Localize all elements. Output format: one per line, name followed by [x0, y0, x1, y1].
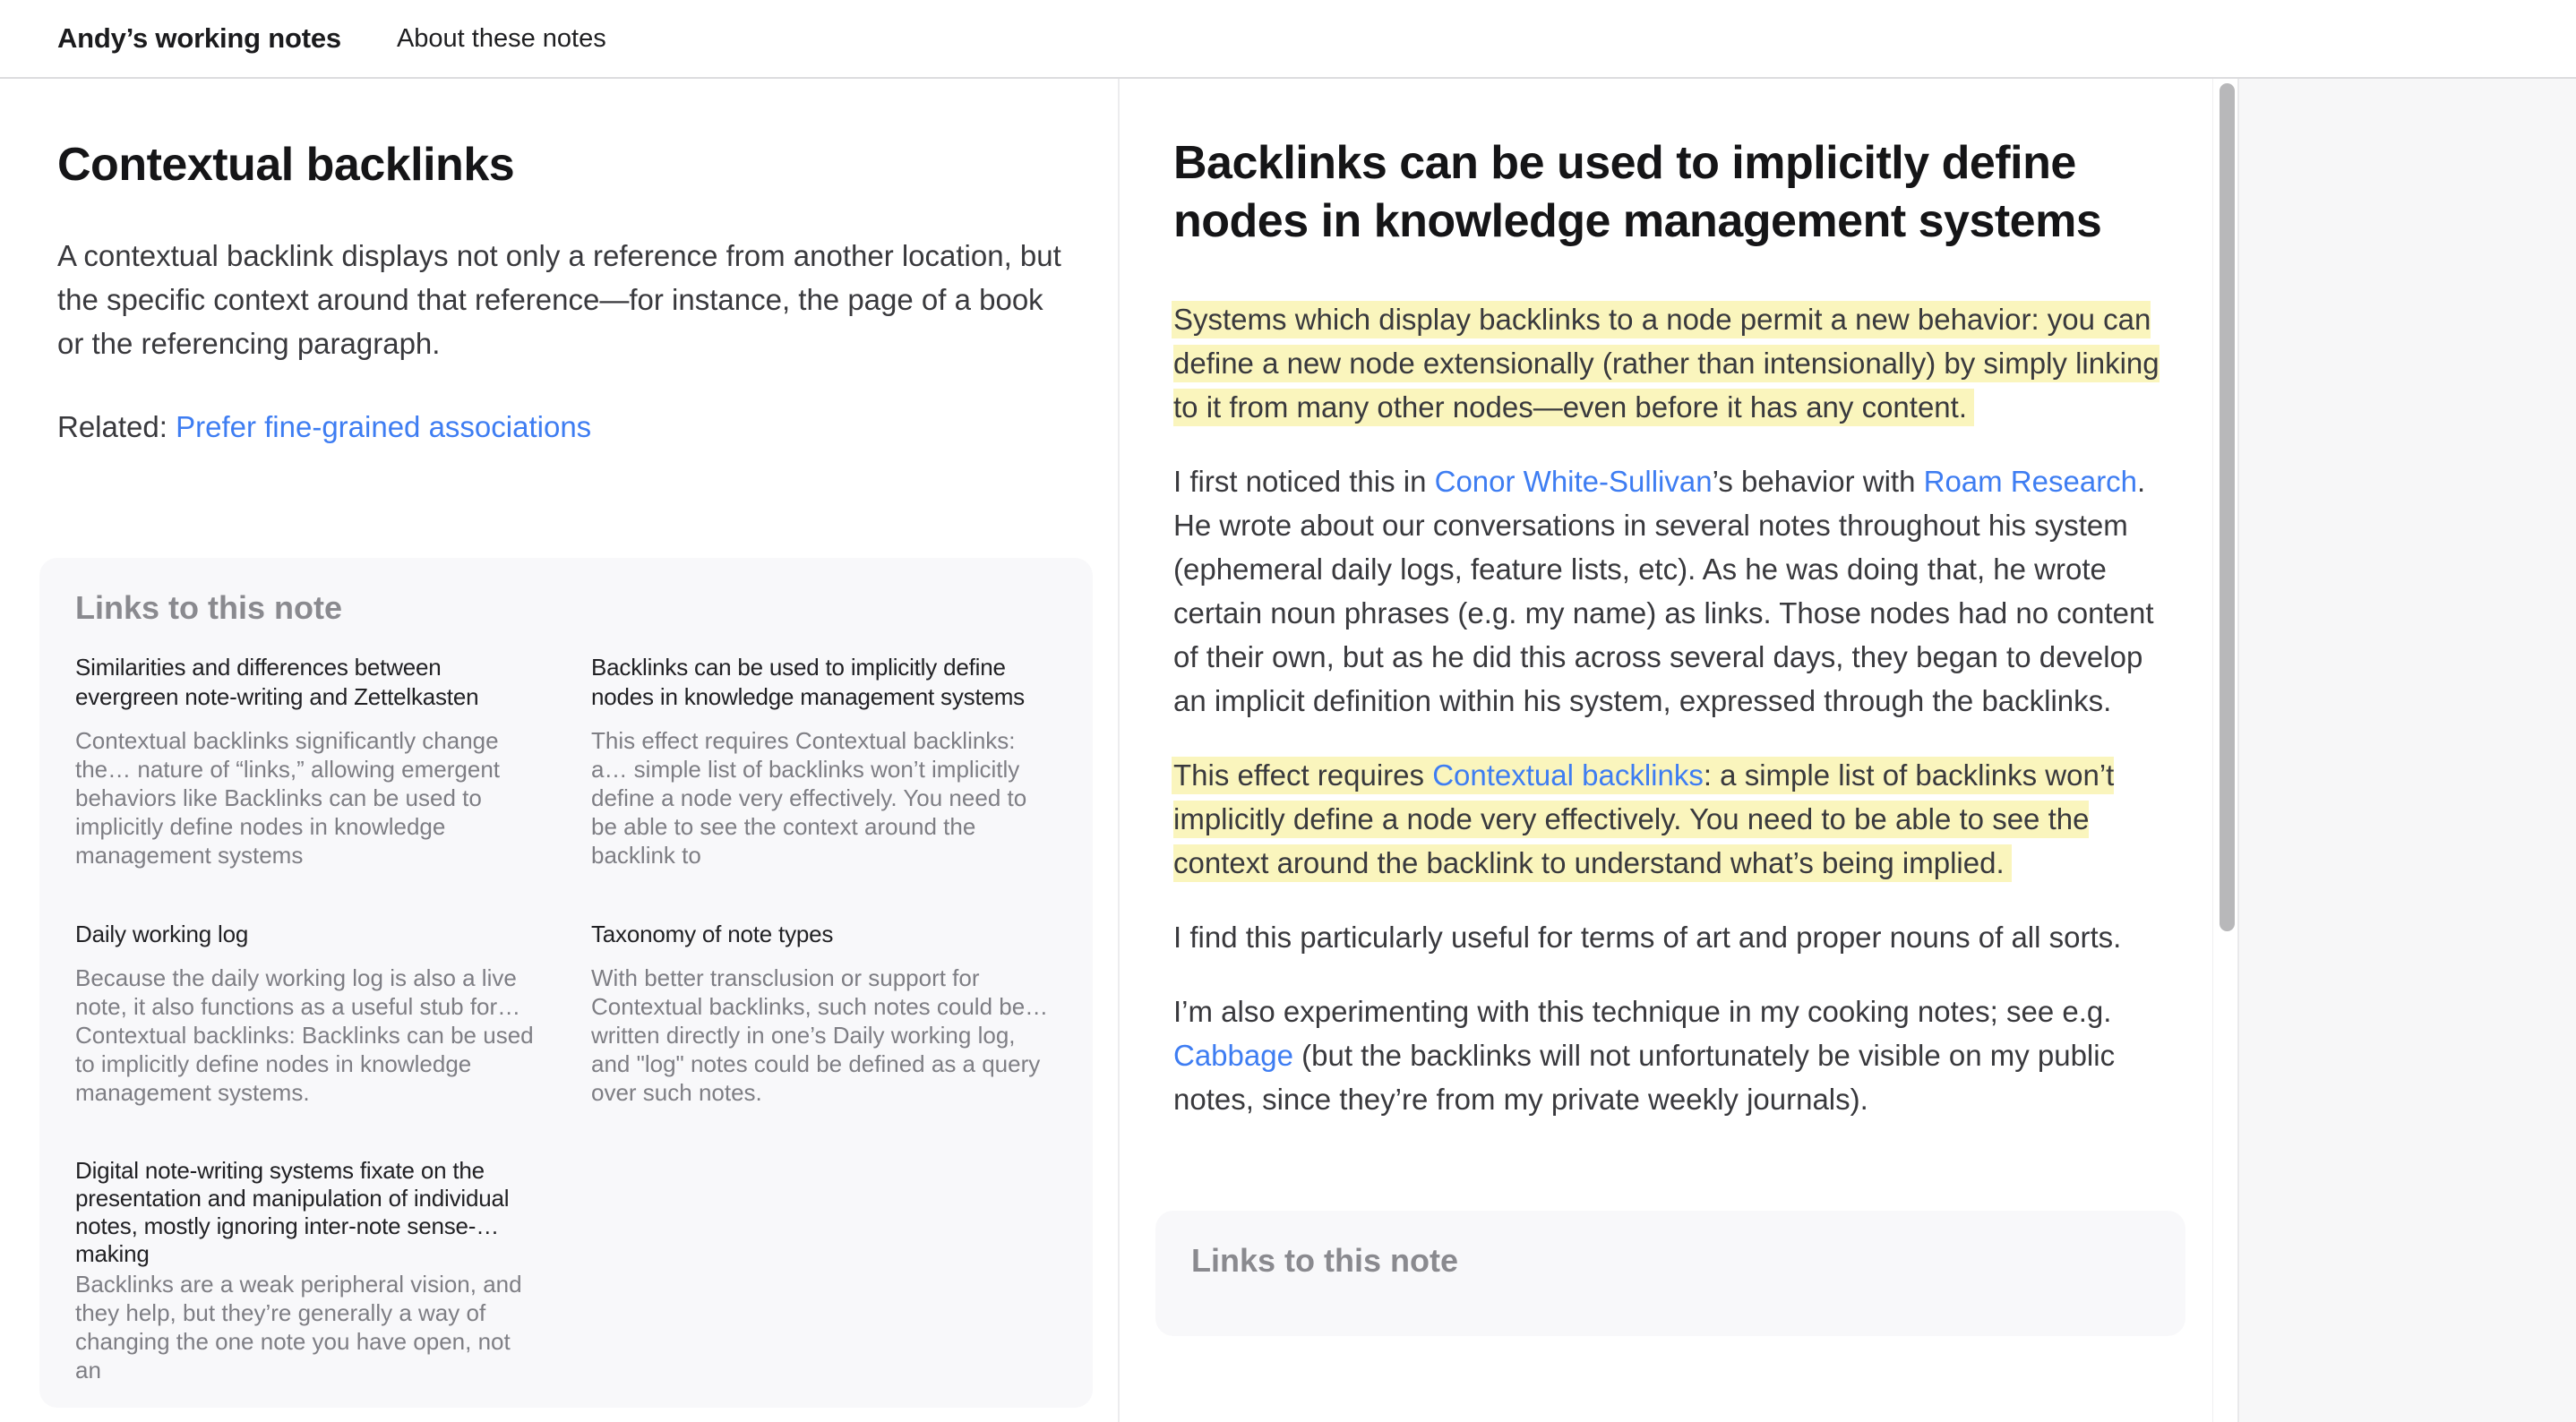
note-paragraph: [1173, 459, 2168, 723]
link-contextual-backlinks[interactable]: Contextual backlinks: [1432, 758, 1704, 792]
link-prefer-fine-grained-associations[interactable]: Prefer fine-grained associations: [176, 410, 592, 443]
scrollbar-track[interactable]: [2212, 79, 2239, 1422]
top-nav: [0, 0, 2576, 79]
panes-container: [0, 79, 2576, 1422]
backlink-item[interactable]: [591, 920, 1057, 1107]
text-segment: I find this particularly useful for terms of art and proper nouns of all sorts.: [1173, 921, 2122, 954]
links-to-this-note-panel: [39, 558, 1093, 1408]
note-title: Contextual backlinks: [57, 139, 515, 191]
link-cabbage[interactable]: Cabbage: [1173, 1039, 1293, 1072]
text-segment: Systems which display backlinks to a node permit a new behavior: you can define a new node extensionally (rather than intensionally) by simply linking to it from many other nodes—even before it has any content.: [1173, 303, 2160, 424]
text-segment: . He wrote about our conversations in several notes throughout his system (ephemeral daily logs, feature lists, etc). As he was doing that, he wrote certain noun phrases (e.g. my name) as links. Those nodes had no content of their own, but as he did this across several days, they began to develop an implicit definition within his system, expressed through the backlinks.: [1173, 465, 2154, 717]
backlink-item[interactable]: [75, 1157, 541, 1384]
backlink-item-excerpt: Backlinks are a weak peripheral vision, and they help, but they’re generally a way of changing the one note you have open, not an: [75, 1271, 522, 1383]
about-these-notes-link[interactable]: About these notes: [396, 23, 606, 53]
text-segment: I first noticed this in: [1173, 465, 1435, 498]
backlink-item-title: Daily working log: [75, 921, 249, 947]
note-pane-contextual-backlinks: [0, 79, 1120, 1422]
backlink-item-excerpt: Because the daily working log is also a live note, it also functions as a useful stub for… Contextual backlinks: Backlinks can be used to implicitly define nodes in knowledge management systems.: [75, 964, 534, 1106]
link-roam-research[interactable]: Roam Research: [1923, 465, 2138, 498]
text-segment: ’s behavior with: [1712, 465, 1924, 498]
note-paragraph: [1173, 753, 2168, 885]
links-to-this-note-panel-clipped: [1155, 1211, 2185, 1336]
backlink-item-excerpt: Contextual backlinks significantly change the… nature of “links,” allowing emergent behaviors like Backlinks can be used to implicitly define nodes in knowledge management systems: [75, 727, 501, 869]
backlinks-grid: [75, 653, 1057, 1384]
note-paragraph: [1173, 297, 2168, 429]
text-segment: I’m also experimenting with this technique in my cooking notes; see e.g.: [1173, 995, 2112, 1028]
note-pane-backlinks-define-nodes: [1120, 79, 2212, 1422]
backlink-item-title: Taxonomy of note types: [591, 921, 834, 947]
link-conor-white-sullivan[interactable]: Conor White-Sullivan: [1434, 465, 1713, 498]
site-title-link[interactable]: Andy’s working notes: [57, 22, 341, 54]
scrollbar-thumb[interactable]: [2220, 83, 2235, 931]
note-paragraph: [1173, 915, 2168, 959]
text-segment: (but the backlinks will not unfortunately be visible on my public notes, since they’re from my private weekly journals).: [1173, 1039, 2116, 1116]
highlight: [1172, 757, 2114, 882]
empty-pane-background: [2239, 79, 2576, 1422]
backlink-item[interactable]: [591, 653, 1057, 869]
backlink-item[interactable]: [75, 920, 541, 1107]
text-segment: : a simple list of backlinks won’t implicitly define a node very effectively. You need to be able to see the context around the backlink to understand what’s being implied.: [1173, 758, 2115, 879]
text-segment: Related:: [57, 410, 176, 443]
note-paragraph: A contextual backlink displays not only a reference from another location, but the specific context around that reference—for instance, the page of a book or the referencing paragraph.: [57, 239, 1061, 360]
text-segment: This effect requires: [1173, 758, 1433, 792]
backlink-item-title: Digital note-writing systems fixate on the presentation and manipulation of individual notes, mostly ignoring inter-note sense-… making: [75, 1157, 510, 1267]
backlink-item-title: Backlinks can be used to implicitly define nodes in knowledge management systems: [591, 654, 1025, 710]
links-to-this-note-heading: Links to this note: [75, 589, 343, 626]
backlink-item-title: Similarities and differences between evergreen note-writing and Zettelkasten: [75, 654, 479, 710]
note-paragraph: [1173, 989, 2168, 1121]
note-title: Backlinks can be used to implicitly define nodes in knowledge management systems: [1173, 137, 2102, 247]
backlink-item[interactable]: [75, 653, 541, 869]
backlink-item-excerpt: This effect requires Contextual backlinks: a… simple list of backlinks won’t implicitly define a node very effectively. You need to be able to see the context around the backlink to: [591, 727, 1027, 869]
links-to-this-note-heading: Links to this note: [1191, 1242, 1459, 1279]
highlight: [1172, 301, 2160, 426]
related-line: [57, 405, 1075, 449]
backlink-item-excerpt: With better transclusion or support for Contextual backlinks, such notes could be… written directly in one’s Daily working log, and "log" notes could be defined as a query over such notes.: [591, 964, 1049, 1106]
